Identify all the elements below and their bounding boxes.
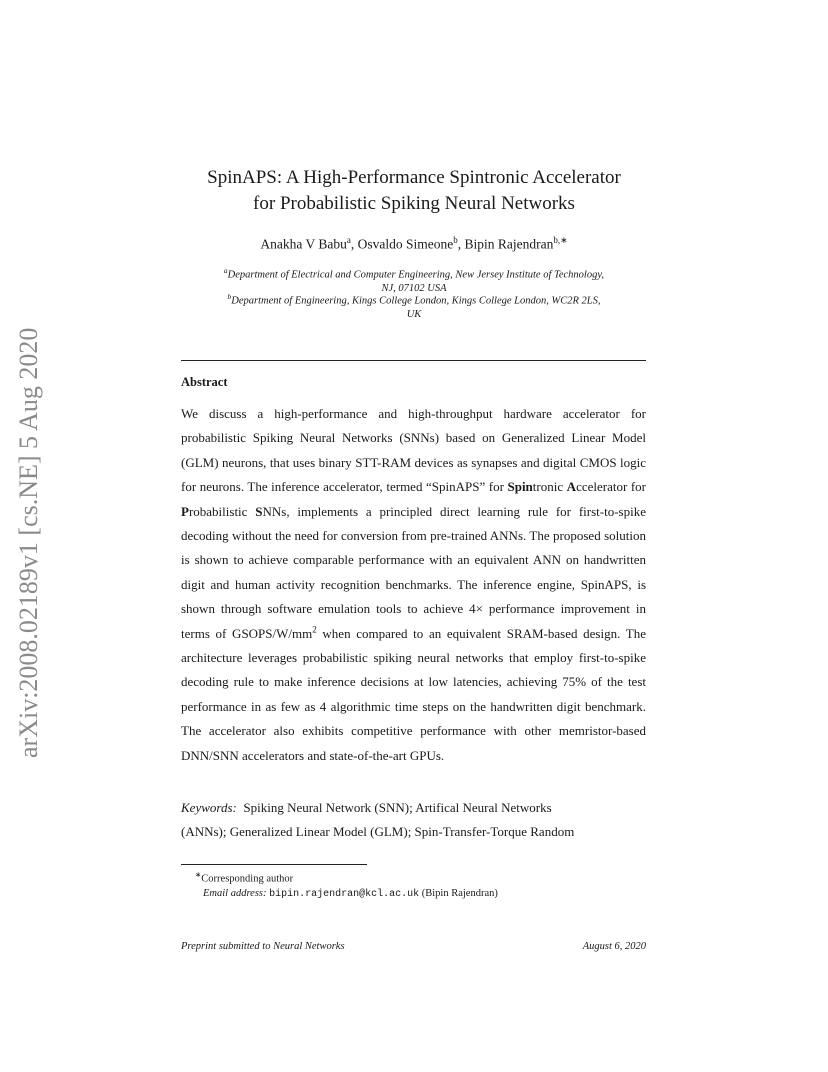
keywords-line: (ANNs); Generalized Linear Model (GLM); Spin-Transfer-Torque Random	[181, 824, 575, 840]
preprint-date: August 6, 2020	[582, 941, 646, 952]
email-label: Email address:	[203, 887, 267, 899]
abstract-text: We discuss a high-performance and high-throughput hardware accelerator for probabilistic Spiking Neural Networks (SNNs) based on Generalized Linear Model (GLM) neurons, that uses binary STT-RAM devices as synapses and digital CMOS logic for neurons. The inference accelerator, termed “SpinAPS” for	[181, 406, 646, 495]
affiliation-line: NJ, 07102 USA	[381, 282, 447, 294]
abstract-text: robabilistic	[188, 503, 256, 519]
abstract-heading: Abstract	[181, 375, 228, 389]
author-separator: ,	[457, 236, 465, 252]
abstract-text: tronic	[532, 479, 567, 495]
keywords	[181, 796, 646, 845]
acronym-letter: P	[181, 503, 189, 519]
preprint-note: Preprint submitted to Neural Networks	[181, 941, 345, 952]
superscript: 2	[312, 624, 317, 635]
author-name: Bipin Rajendran	[464, 236, 554, 252]
abstract-text: ccelerator for	[576, 479, 646, 495]
footnote-mark: ∗	[195, 870, 202, 879]
abstract-text: when compared to an equivalent SRAM-based design. The architecture leverages probabilistic spiking neural networks that employ first-to-spike decoding rule to make inference decisions at low latencies, achieving 75% of the test performance in as few as 4 algorithmic time steps on the handwritten digit benchmark. The accelerator also exhibits competitive performance with other memristor-based DNN/SNN accelerators and state-of-the-art GPUs.	[181, 625, 646, 763]
affiliation-line: Department of Engineering, Kings College London, Kings College London, WC2R 2LS,	[231, 295, 601, 307]
paper-title	[0, 165, 828, 217]
abstract-body	[181, 402, 646, 768]
author-mark: b,∗	[553, 235, 568, 245]
title-line-2: for Probabilistic Spiking Neural Networks	[253, 193, 575, 214]
keywords-label: Keywords:	[181, 800, 237, 815]
author-name: Anakha V Babu	[260, 236, 347, 252]
affiliation-b	[180, 290, 648, 321]
author-list	[0, 235, 828, 253]
corresponding-author: Corresponding author	[201, 873, 294, 885]
author-mark: b	[453, 235, 458, 245]
abstract-top-rule	[181, 360, 646, 361]
affiliation-line: Department of Electrical and Computer Engineering, New Jersey Institute of Technology,	[227, 269, 605, 281]
keywords-line: Spiking Neural Network (SNN); Artifical Neural Networks	[243, 800, 552, 815]
acronym-letter: A	[566, 479, 577, 495]
author-mark: a	[346, 235, 351, 245]
acronym-letter: S	[255, 503, 263, 519]
abstract-text: NNs, implements a principled direct learning rule for first-to-spike decoding without the need for conversion from pre-trained ANNs. The proposed solution is shown to achieve comparable performance with an equivalent ANN on handwritten digit and human activity recognition benchmarks. The inference engine, SpinAPS, is shown through software emulation tools to achieve 4× performance improvement in terms of GSOPS/W/mm	[181, 503, 646, 641]
email-owner: (Bipin Rajendran)	[421, 887, 498, 899]
arxiv-identifier: arXiv:2008.02189v1 [cs.NE] 5 Aug 2020	[14, 327, 43, 758]
title-line-1: SpinAPS: A High-Performance Spintronic Accelerator	[207, 167, 621, 188]
affiliation-mark: a	[223, 266, 228, 275]
email-address[interactable]: bipin.rajendran@kcl.ac.uk	[269, 888, 420, 900]
author-name: Osvaldo Simeone	[357, 236, 454, 252]
footnote-rule	[181, 864, 367, 865]
footnote	[195, 868, 498, 902]
author-separator: ,	[350, 236, 358, 252]
acronym-letter: Spin	[507, 479, 533, 495]
affiliation-mark: b	[227, 292, 232, 301]
affiliation-line: UK	[406, 308, 422, 320]
